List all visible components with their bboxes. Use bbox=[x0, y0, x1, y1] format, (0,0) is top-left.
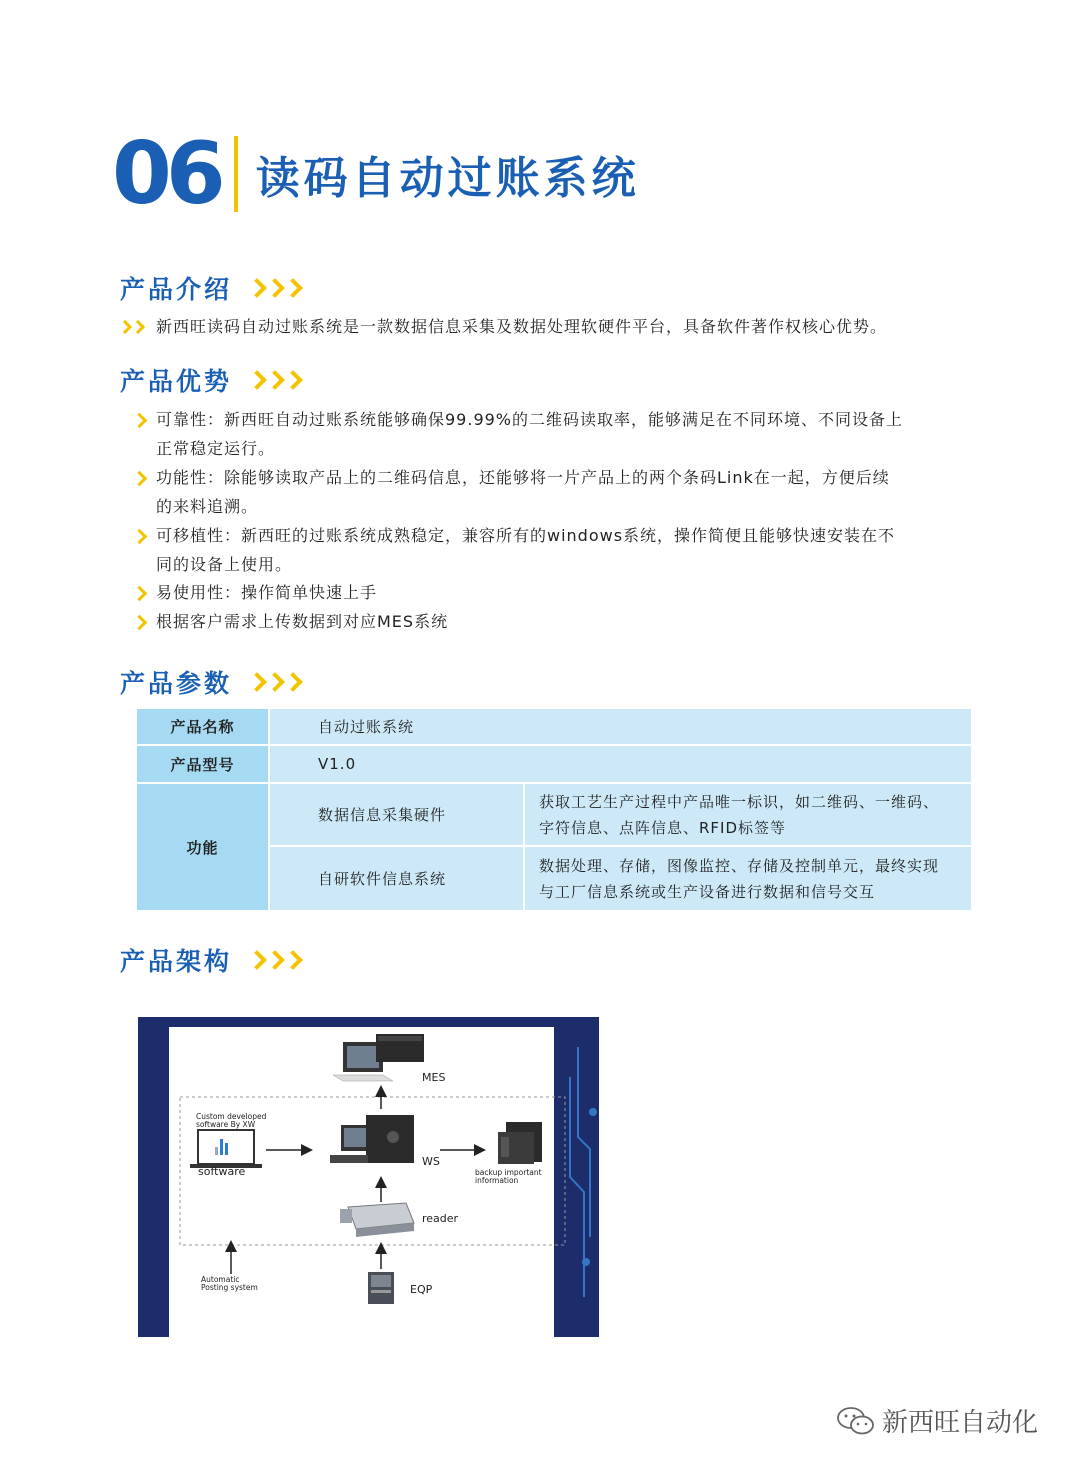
triple-chevron-icon bbox=[250, 373, 304, 387]
advantage-text: 易使用性：操作简单快速上手 bbox=[156, 583, 378, 602]
section-title-advantages bbox=[120, 362, 304, 398]
triple-chevron-icon bbox=[250, 675, 304, 689]
chapter-header bbox=[112, 124, 640, 224]
label-custom2: software By XW bbox=[196, 1120, 256, 1129]
label-mes: MES bbox=[422, 1071, 446, 1084]
chevron-right-icon bbox=[120, 578, 156, 607]
advantage-item bbox=[120, 607, 960, 636]
header-divider bbox=[234, 136, 238, 212]
table-cell: V1.0 bbox=[269, 745, 972, 783]
eqp-machine-icon bbox=[368, 1272, 394, 1304]
section-title-text: 产品介绍 bbox=[120, 275, 233, 304]
section-title-params bbox=[120, 664, 304, 700]
watermark-text: 新西旺自动化 bbox=[882, 1408, 1039, 1438]
double-chevron-icon bbox=[120, 312, 156, 341]
table-row bbox=[136, 745, 972, 783]
label-auto1: Automatic bbox=[201, 1275, 240, 1284]
label-backup1: backup important bbox=[475, 1168, 542, 1177]
chevron-right-icon bbox=[120, 521, 156, 579]
software-laptop-icon bbox=[190, 1130, 262, 1168]
advantage-text: 根据客户需求上传数据到对应MES系统 bbox=[156, 612, 449, 631]
section-title-text: 产品架构 bbox=[120, 947, 233, 976]
table-cell: 数据处理、存储，图像监控、存储及控制单元，最终实现 与工厂信息系统或生产设备进行数据和信号交互 bbox=[524, 846, 972, 911]
section-title-text: 产品优势 bbox=[120, 367, 233, 396]
advantage-item bbox=[120, 405, 960, 463]
wechat-watermark bbox=[836, 1402, 1038, 1439]
table-cell: 获取工艺生产过程中产品唯一标识，如二维码、一维码、 字符信息、点阵信息、RFID标签等 bbox=[524, 783, 972, 846]
triple-chevron-icon bbox=[250, 953, 304, 967]
label-software: software bbox=[198, 1165, 246, 1178]
advantage-text: 可靠性：新西旺自动过账系统能够确保99.99%的二维码读取率，能够满足在不同环境、不同设备上 正常稳定运行。 bbox=[156, 410, 904, 458]
table-cell: 自动过账系统 bbox=[269, 708, 972, 745]
intro-text-row bbox=[120, 312, 980, 341]
label-ws: WS bbox=[422, 1155, 440, 1168]
advantage-item bbox=[120, 463, 960, 521]
table-header-cell: 功能 bbox=[136, 783, 269, 911]
circuit-decoration bbox=[570, 1047, 596, 1297]
advantage-text: 功能性：除能够读取产品上的二维码信息，还能够将一片产品上的两个条码Link在一起，方便后续 的来料追溯。 bbox=[156, 468, 890, 516]
advantage-text: 可移植性：新西旺的过账系统成熟稳定，兼容所有的windows系统，操作简便且能够快速安装在不 同的设备上使用。 bbox=[156, 526, 896, 574]
section-title-text: 产品参数 bbox=[120, 669, 233, 698]
label-backup2: information bbox=[475, 1176, 519, 1185]
wechat-logo-icon bbox=[836, 1405, 876, 1437]
advantage-item bbox=[120, 521, 960, 579]
section-title-intro bbox=[120, 270, 304, 306]
label-custom1: Custom developed bbox=[196, 1112, 267, 1121]
chevron-right-icon bbox=[120, 405, 156, 463]
table-cell: 数据信息采集硬件 bbox=[269, 783, 524, 846]
label-eqp: EQP bbox=[410, 1283, 433, 1296]
label-auto2: Posting system bbox=[201, 1283, 258, 1292]
architecture-diagram bbox=[138, 1017, 599, 1337]
table-header-cell: 产品型号 bbox=[136, 745, 269, 783]
table-row bbox=[136, 783, 972, 846]
intro-text: 新西旺读码自动过账系统是一款数据信息采集及数据处理软硬件平台，具备软件著作权核心优势。 bbox=[156, 317, 888, 336]
chapter-number: 06 bbox=[112, 124, 220, 224]
section-title-architecture bbox=[120, 942, 304, 978]
table-row bbox=[136, 708, 972, 745]
table-cell: 自研软件信息系统 bbox=[269, 846, 524, 911]
label-reader: reader bbox=[422, 1212, 459, 1225]
chapter-title: 读码自动过账系统 bbox=[255, 153, 640, 204]
advantage-item bbox=[120, 578, 960, 607]
chevron-right-icon bbox=[120, 463, 156, 521]
chevron-right-icon bbox=[120, 607, 156, 636]
table-header-cell: 产品名称 bbox=[136, 708, 269, 745]
params-table bbox=[135, 707, 973, 912]
triple-chevron-icon bbox=[250, 281, 304, 295]
